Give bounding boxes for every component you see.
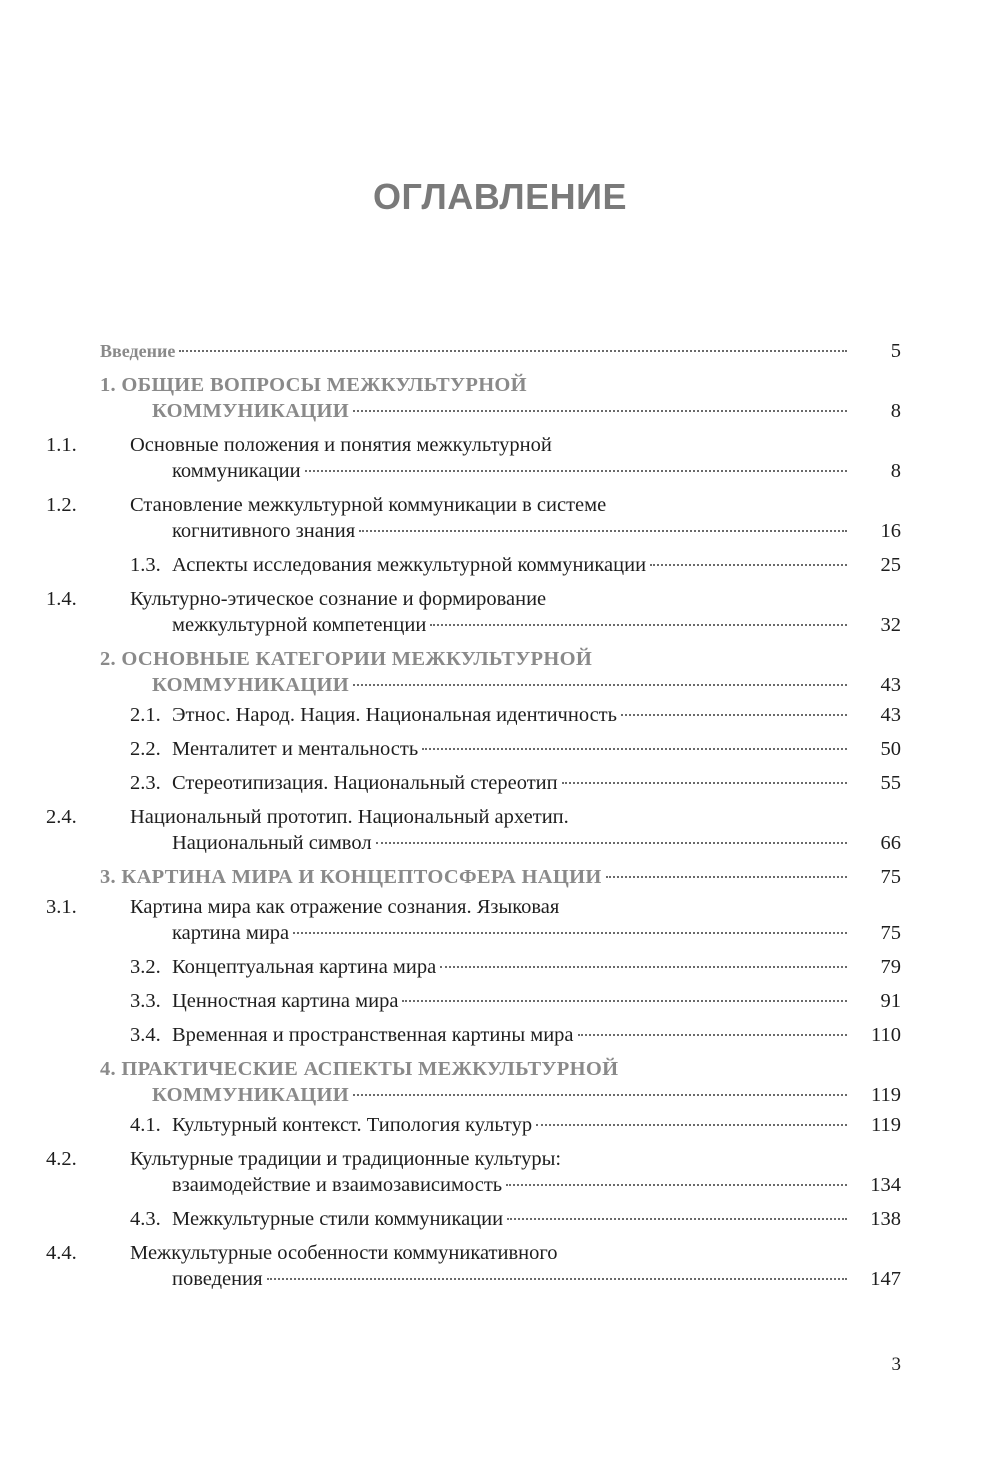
toc-page-number: 79 <box>880 956 901 978</box>
toc-section-3-2[interactable] <box>100 954 901 980</box>
toc-section-2-1[interactable] <box>100 702 901 728</box>
toc-section-title-cont: взаимодействие и взаимозависимость <box>172 1174 503 1196</box>
toc-section-2-3[interactable] <box>100 770 901 796</box>
toc-section-title: Менталитет и ментальность <box>172 738 419 760</box>
toc-section-title: Концептуальная картина мира <box>172 956 437 978</box>
dot-leader <box>506 1184 847 1186</box>
dot-leader <box>376 842 847 844</box>
dot-leader <box>305 470 847 472</box>
toc-page-number: 119 <box>871 1114 901 1136</box>
toc-section-title: Культурно-этическое сознание и формирование <box>130 588 547 610</box>
toc-page-number: 75 <box>880 922 901 944</box>
toc-section-1-2[interactable] <box>46 492 901 544</box>
toc-section-title: Аспекты исследования межкультурной коммуникации <box>172 554 647 576</box>
toc-section-3-3[interactable] <box>100 988 901 1014</box>
toc-chapter-2[interactable] <box>100 646 901 698</box>
toc-section-number: 1.2. <box>46 494 77 516</box>
toc-section-title: Ценностная картина мира <box>172 990 399 1012</box>
toc-section-4-1[interactable] <box>100 1112 901 1138</box>
toc-page-number: 43 <box>880 704 901 726</box>
dot-leader <box>179 350 847 352</box>
dot-leader <box>353 1094 847 1096</box>
toc-section-1-3[interactable] <box>100 552 901 578</box>
dot-leader <box>353 684 847 686</box>
toc-page-number: 110 <box>871 1024 901 1046</box>
toc-section-number: 2.2. <box>130 738 161 760</box>
toc-section-2-2[interactable] <box>100 736 901 762</box>
toc-section-3-4[interactable] <box>100 1022 901 1048</box>
toc-section-number: 3.3. <box>130 990 161 1012</box>
toc-chapter-title: 2. ОСНОВНЫЕ КАТЕГОРИИ МЕЖКУЛЬТУРНОЙ <box>100 648 593 670</box>
toc-section-title: Межкультурные особенности коммуникативного <box>130 1242 558 1264</box>
toc-page-number: 43 <box>880 674 901 696</box>
toc-section-title: Стереотипизация. Национальный стереотип <box>172 772 558 794</box>
dot-leader <box>267 1278 847 1280</box>
page-number: 3 <box>891 1354 901 1375</box>
toc-section-title: Основные положения и понятия межкультурной <box>130 434 552 456</box>
toc-entry-intro[interactable] <box>100 338 901 364</box>
toc-section-number: 4.3. <box>130 1208 161 1230</box>
toc-section-number: 4.2. <box>46 1148 77 1170</box>
toc-section-title-cont: поведения <box>172 1268 263 1290</box>
page-title: ОГЛАВЛЕНИЕ <box>372 176 628 217</box>
toc-section-title: Межкультурные стили коммуникации <box>172 1208 504 1230</box>
toc-page-number: 8 <box>890 400 901 422</box>
toc-section-4-2[interactable] <box>46 1146 901 1198</box>
toc-section-number: 1.3. <box>130 554 161 576</box>
toc-page-number: 147 <box>870 1268 901 1290</box>
dot-leader <box>402 1000 847 1002</box>
toc-page-number: 8 <box>890 460 901 482</box>
toc-section-title-cont: коммуникации <box>172 460 301 482</box>
toc-page-number: 32 <box>880 614 901 636</box>
toc-section-title: Картина мира как отражение сознания. Языковая <box>130 896 560 918</box>
toc-chapter-title-cont: КОММУНИКАЦИИ <box>152 1084 350 1106</box>
toc-chapter-1[interactable] <box>100 372 901 424</box>
toc-page-number: 16 <box>880 520 901 542</box>
toc-section-title-cont: Национальный символ <box>172 832 372 854</box>
toc-section-4-4[interactable] <box>46 1240 901 1292</box>
toc-section-title: Временная и пространственная картины мира <box>172 1024 574 1046</box>
toc-section-title-cont: межкультурной компетенции <box>172 614 427 636</box>
dot-leader <box>536 1124 847 1126</box>
toc-chapter-title: 3. КАРТИНА МИРА И КОНЦЕПТОСФЕРА НАЦИИ <box>100 866 602 888</box>
toc-section-3-1[interactable] <box>46 894 901 946</box>
dot-leader <box>293 932 847 934</box>
toc-section-number: 1.4. <box>46 588 77 610</box>
toc-section-title: Становление межкультурной коммуникации в системе <box>130 494 607 516</box>
toc-page-number: 55 <box>880 772 901 794</box>
dot-leader <box>578 1034 847 1036</box>
dot-leader <box>650 564 847 566</box>
toc-chapter-title: 4. ПРАКТИЧЕСКИЕ АСПЕКТЫ МЕЖКУЛЬТУРНОЙ <box>100 1058 619 1080</box>
toc-section-number: 4.1. <box>130 1114 161 1136</box>
toc-section-number: 3.4. <box>130 1024 161 1046</box>
toc-page-number: 75 <box>880 866 901 888</box>
toc-section-title-cont: картина мира <box>172 922 290 944</box>
toc-section-title-cont: когнитивного знания <box>172 520 356 542</box>
dot-leader <box>562 782 847 784</box>
toc-section-number: 2.4. <box>46 806 77 828</box>
toc-section-number: 4.4. <box>46 1242 77 1264</box>
toc-page-number: 119 <box>871 1084 901 1106</box>
toc-chapter-title-cont: КОММУНИКАЦИИ <box>152 674 350 696</box>
toc-page-number: 50 <box>880 738 901 760</box>
toc-section-4-3[interactable] <box>100 1206 901 1232</box>
toc-page-number: 138 <box>870 1208 901 1230</box>
toc-section-title: Этнос. Народ. Нация. Национальная идентичность <box>172 704 617 726</box>
toc-section-number: 2.3. <box>130 772 161 794</box>
dot-leader <box>440 966 847 968</box>
dot-leader <box>353 410 847 412</box>
dot-leader <box>507 1218 847 1220</box>
dot-leader <box>430 624 847 626</box>
toc-page-number: 66 <box>880 832 901 854</box>
table-of-contents <box>46 338 901 1292</box>
toc-chapter-title-cont: КОММУНИКАЦИИ <box>152 400 350 422</box>
toc-section-number: 3.1. <box>46 896 77 918</box>
toc-page-number: 91 <box>880 990 901 1012</box>
toc-chapter-title: 1. ОБЩИЕ ВОПРОСЫ МЕЖКУЛЬТУРНОЙ <box>100 374 527 396</box>
toc-page-number: 25 <box>880 554 901 576</box>
toc-chapter-4[interactable] <box>100 1056 901 1108</box>
toc-section-2-4[interactable] <box>46 804 901 856</box>
toc-entry-label: Введение <box>100 341 176 361</box>
toc-section-1-1[interactable] <box>46 432 901 484</box>
toc-section-number: 2.1. <box>130 704 161 726</box>
dot-leader <box>606 876 847 878</box>
toc-section-1-4[interactable] <box>46 586 901 638</box>
toc-page-number: 5 <box>890 340 901 362</box>
toc-page-number: 134 <box>870 1174 901 1196</box>
toc-section-number: 3.2. <box>130 956 161 978</box>
dot-leader <box>359 530 847 532</box>
toc-section-number: 1.1. <box>46 434 77 456</box>
dot-leader <box>422 748 847 750</box>
toc-section-title: Национальный прототип. Национальный архетип. <box>130 806 569 828</box>
dot-leader <box>621 714 847 716</box>
toc-section-title: Культурный контекст. Типология культур <box>172 1114 533 1136</box>
toc-chapter-3[interactable] <box>100 864 901 890</box>
toc-section-title: Культурные традиции и традиционные культуры: <box>130 1148 562 1170</box>
